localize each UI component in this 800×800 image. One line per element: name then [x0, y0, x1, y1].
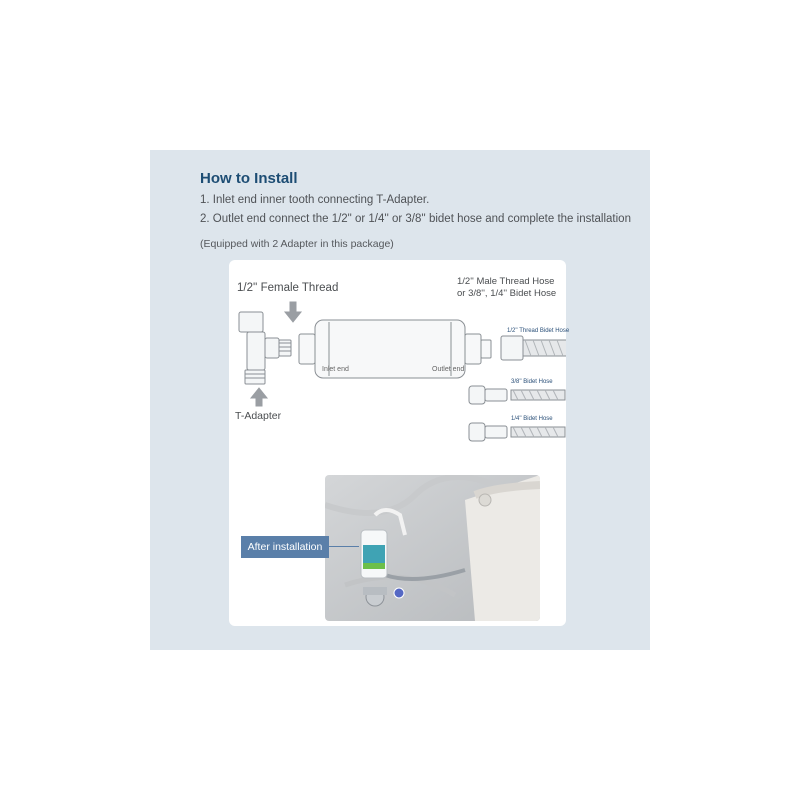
inlet-end-label: Inlet end — [322, 366, 349, 373]
bidet-hose-label: or 3/8'', 1/4'' Bidet Hose — [457, 288, 557, 299]
step-1: 1. Inlet end inner tooth connecting T-Adapter. — [200, 194, 430, 206]
arrow-up-icon — [251, 388, 267, 406]
hose-label-three-eighths: 3/8'' Bidet Hose — [511, 379, 553, 385]
page-title: How to Install — [200, 170, 298, 187]
badge-connector — [329, 546, 359, 547]
hose-label-quarter-inch: 1/4'' Bidet Hose — [511, 416, 553, 422]
arrow-down-icon — [285, 302, 301, 322]
female-thread-label: 1/2'' Female Thread — [237, 282, 339, 294]
hose-half-inch-icon — [501, 336, 566, 360]
install-panel — [150, 150, 650, 650]
installation-photo-drawing — [325, 475, 540, 621]
male-thread-label: 1/2'' Male Thread Hose — [457, 276, 555, 287]
diagram-card — [229, 260, 570, 626]
hose-label-half-inch: 1/2'' Thread Bidet Hose — [507, 328, 570, 334]
t-adapter-label: T-Adapter — [235, 410, 282, 422]
package-note: (Equipped with 2 Adapter in this package) — [200, 238, 394, 250]
hose-three-eighths-icon — [469, 386, 565, 404]
outlet-end-label: Outlet end — [432, 366, 465, 373]
installation-photo — [325, 475, 540, 621]
t-adapter-icon — [239, 312, 291, 384]
hose-quarter-inch-icon — [469, 423, 565, 441]
step-2: 2. Outlet end connect the 1/2" or 1/4'' or 3/8'' bidet hose and complete the installation — [200, 213, 631, 225]
after-installation-badge: After installation — [241, 536, 329, 558]
